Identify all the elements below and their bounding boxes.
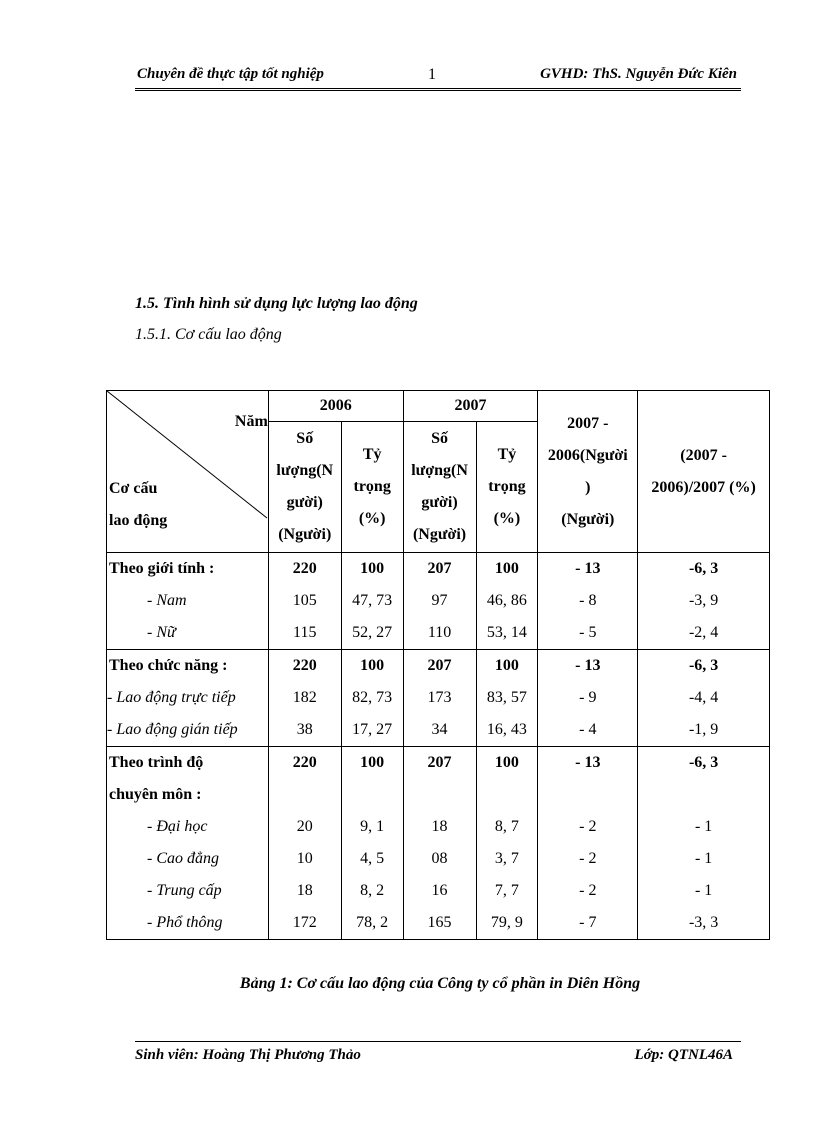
qty-h-l4: (Người) <box>278 526 332 543</box>
cell: 100 <box>476 650 538 683</box>
cell: 220 <box>268 747 341 780</box>
row-label: - Phổ thông <box>107 907 269 940</box>
qty-2006-header <box>268 422 341 553</box>
row-label: - Lao động gián tiếp <box>107 714 269 747</box>
ratio-2006-header <box>341 422 403 553</box>
table-row <box>107 875 770 907</box>
cell: 100 <box>341 553 403 586</box>
cell: 182 <box>268 682 341 714</box>
cell: 16 <box>403 875 476 907</box>
cell: - 1 <box>638 811 770 843</box>
qty-h-l3: gười) <box>286 494 323 511</box>
cell: 110 <box>403 617 476 650</box>
footer-left-text: Sinh viên: Hoàng Thị Phương Thảo <box>135 1047 361 1063</box>
cell: 82, 73 <box>341 682 403 714</box>
cell: - 1 <box>638 843 770 875</box>
row-label: - Nam <box>107 585 269 617</box>
cell: 100 <box>341 650 403 683</box>
cell: -6, 3 <box>638 553 770 586</box>
corner-year-label: Năm <box>234 413 268 430</box>
row-label: - Nữ <box>107 617 269 650</box>
cell: 100 <box>476 553 538 586</box>
cell: 207 <box>403 747 476 780</box>
group-title: Theo chức năng : <box>107 650 269 683</box>
cell: 52, 27 <box>341 617 403 650</box>
cell: - 7 <box>538 907 638 940</box>
cell: 16, 43 <box>476 714 538 747</box>
cell: 10 <box>268 843 341 875</box>
cell: - 9 <box>538 682 638 714</box>
qty-h-l4: (Người) <box>412 526 467 543</box>
cell: 115 <box>268 617 341 650</box>
ratio-2007-header <box>476 422 538 553</box>
cell: 97 <box>403 585 476 617</box>
ratio-h-l2: trọng <box>353 478 391 495</box>
cell: 165 <box>403 907 476 940</box>
cell: 53, 14 <box>476 617 538 650</box>
cell: 100 <box>476 747 538 780</box>
cell: 100 <box>341 747 403 780</box>
cell: -3, 9 <box>638 585 770 617</box>
table-row <box>107 747 770 780</box>
cell: 3, 7 <box>476 843 538 875</box>
table-row <box>107 553 770 586</box>
group-title-cont: chuyên môn : <box>107 779 269 811</box>
cell: - 5 <box>538 617 638 650</box>
cell: 83, 57 <box>476 682 538 714</box>
table-row <box>107 682 770 714</box>
cell: 79, 9 <box>476 907 538 940</box>
cell: -1, 9 <box>638 714 770 747</box>
cell: - 2 <box>538 843 638 875</box>
cell: - 2 <box>538 875 638 907</box>
cell: 8, 7 <box>476 811 538 843</box>
qty-2007-header <box>403 422 476 553</box>
row-label: - Cao đẳng <box>107 843 269 875</box>
cell: 38 <box>268 714 341 747</box>
cell: - 1 <box>638 875 770 907</box>
year-2006-header: 2006 <box>268 391 403 422</box>
cell: 207 <box>403 650 476 683</box>
table-row <box>107 811 770 843</box>
cell: 18 <box>268 875 341 907</box>
cell: 4, 5 <box>341 843 403 875</box>
page-footer <box>135 1047 741 1064</box>
cell: -2, 4 <box>638 617 770 650</box>
ratio-h-l1: Tỷ <box>362 446 382 463</box>
table-row <box>107 617 770 650</box>
cell: 220 <box>268 553 341 586</box>
footer-rule <box>135 1041 741 1042</box>
ratio-h-l2: trọng <box>488 478 526 495</box>
cell: 18 <box>403 811 476 843</box>
section-title: 1.5. Tình hình sử dụng lực lượng lao động <box>135 295 418 312</box>
diff-header <box>538 391 638 553</box>
cell: 47, 73 <box>341 585 403 617</box>
cell: 207 <box>403 553 476 586</box>
cell: 173 <box>403 682 476 714</box>
cell: -6, 3 <box>638 650 770 683</box>
cell: 34 <box>403 714 476 747</box>
cell: 46, 86 <box>476 585 538 617</box>
row-label: - Đại học <box>107 811 269 843</box>
ratio-h-l3: (%) <box>493 510 521 527</box>
cell: -4, 4 <box>638 682 770 714</box>
cell: 17, 27 <box>341 714 403 747</box>
row-label: - Lao động trực tiếp <box>107 682 269 714</box>
qty-h-l3: gười) <box>421 494 458 511</box>
corner-structure-label <box>109 473 167 537</box>
table-caption: Bảng 1: Cơ cấu lao động của Công ty cổ phần in Diên Hồng <box>239 975 641 992</box>
cell: 78, 2 <box>341 907 403 940</box>
group-title: Theo giới tính : <box>107 553 269 586</box>
header-rule <box>135 88 741 91</box>
cell: - 8 <box>538 585 638 617</box>
cell: - 13 <box>538 747 638 780</box>
table-row <box>107 585 770 617</box>
diff-header-l4: (Người) <box>561 510 615 528</box>
cell: 20 <box>268 811 341 843</box>
diff-header-l3: ) <box>585 478 591 496</box>
pct-header: (2007 - 2006)/2007 (%) <box>638 391 770 553</box>
footer-right-text: Lớp: QTNL46A <box>634 1047 733 1063</box>
year-2007-header: 2007 <box>403 391 538 422</box>
page-header <box>135 64 741 88</box>
diff-header-l1: 2007 - <box>567 414 609 432</box>
cell: 9, 1 <box>341 811 403 843</box>
ratio-h-l3: (%) <box>358 510 386 527</box>
corner-structure-line2: lao động <box>109 512 168 529</box>
table-row <box>107 714 770 747</box>
table-row <box>107 650 770 683</box>
cell: 105 <box>268 585 341 617</box>
sub-title: 1.5.1. Cơ cấu lao động <box>135 326 282 343</box>
table-row <box>107 843 770 875</box>
cell: 172 <box>268 907 341 940</box>
cell: - 2 <box>538 811 638 843</box>
cell: 8, 2 <box>341 875 403 907</box>
page-number: 1 <box>428 66 436 83</box>
cell: -3, 3 <box>638 907 770 940</box>
header-right-text: GVHD: ThS. Nguyễn Đức Kiên <box>540 66 737 82</box>
corner-header-cell <box>107 391 269 553</box>
cell: 220 <box>268 650 341 683</box>
cell: 7, 7 <box>476 875 538 907</box>
header-left-text: Chuyên đề thực tập tốt nghiệp <box>137 66 324 82</box>
row-label: - Trung cấp <box>107 875 269 907</box>
table-row <box>107 907 770 940</box>
cell: - 13 <box>538 650 638 683</box>
ratio-h-l1: Tỷ <box>497 446 517 463</box>
cell: - 4 <box>538 714 638 747</box>
labor-structure-table <box>106 390 770 940</box>
cell: -6, 3 <box>638 747 770 780</box>
qty-h-l1: Số <box>431 430 448 447</box>
qty-h-l2: lượng(N <box>276 462 334 479</box>
qty-h-l2: lượng(N <box>411 462 468 479</box>
cell: - 13 <box>538 553 638 586</box>
table-row <box>107 779 770 811</box>
cell: 08 <box>403 843 476 875</box>
corner-structure-line1: Cơ cấu <box>109 480 158 497</box>
qty-h-l1: Số <box>296 430 314 447</box>
diff-header-l2: 2006(Người <box>547 446 628 464</box>
group-title: Theo trình độ <box>107 747 269 780</box>
